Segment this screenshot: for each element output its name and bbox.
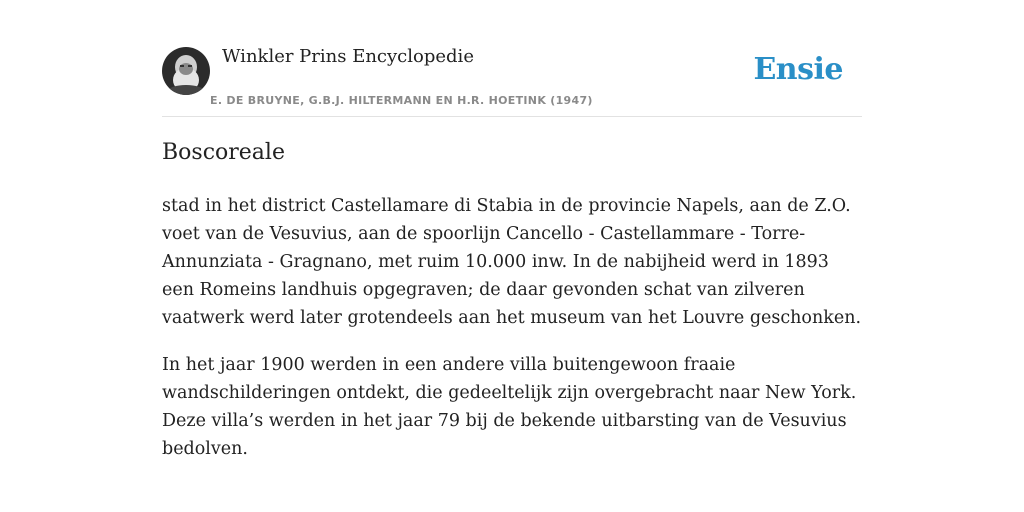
source-header xyxy=(162,0,862,117)
author-portrait-icon xyxy=(162,47,210,95)
source-name[interactable]: Winkler Prins Encyclopedie xyxy=(222,46,474,67)
ensie-logo-link[interactable]: Ensie xyxy=(753,52,843,87)
author-avatar[interactable] xyxy=(162,47,210,95)
source-authors: E. DE BRUYNE, G.B.J. HILTERMANN EN H.R. HOETINK (1947) xyxy=(210,94,593,107)
article-paragraph: stad in het district Castellamare di Stabia in de provincie Napels, aan de Z.O. voet van de Vesuvius, aan de spoorlijn Cancello - Castellammare - Torre-Annunziata - Gragnano, met ruim 10.000 inw. In de nabijheid werd in 1893 een Romeins landhuis opgegraven; de daar gevonden schat van zilveren vaatwerk werd later grotendeels aan het museum van het Louvre geschonken. xyxy=(162,196,862,328)
article-paragraph: In het jaar 1900 werden in een andere villa buitengewoon fraaie wandschilderingen ontdekt, die gedeeltelijk zijn overgebracht naar New York. Deze villa’s werden in het jaar 79 bij de bekende uitbarsting van de Vesuvius bedolven. xyxy=(162,355,857,459)
article-title: Boscoreale xyxy=(162,140,285,165)
article-body xyxy=(162,192,862,482)
